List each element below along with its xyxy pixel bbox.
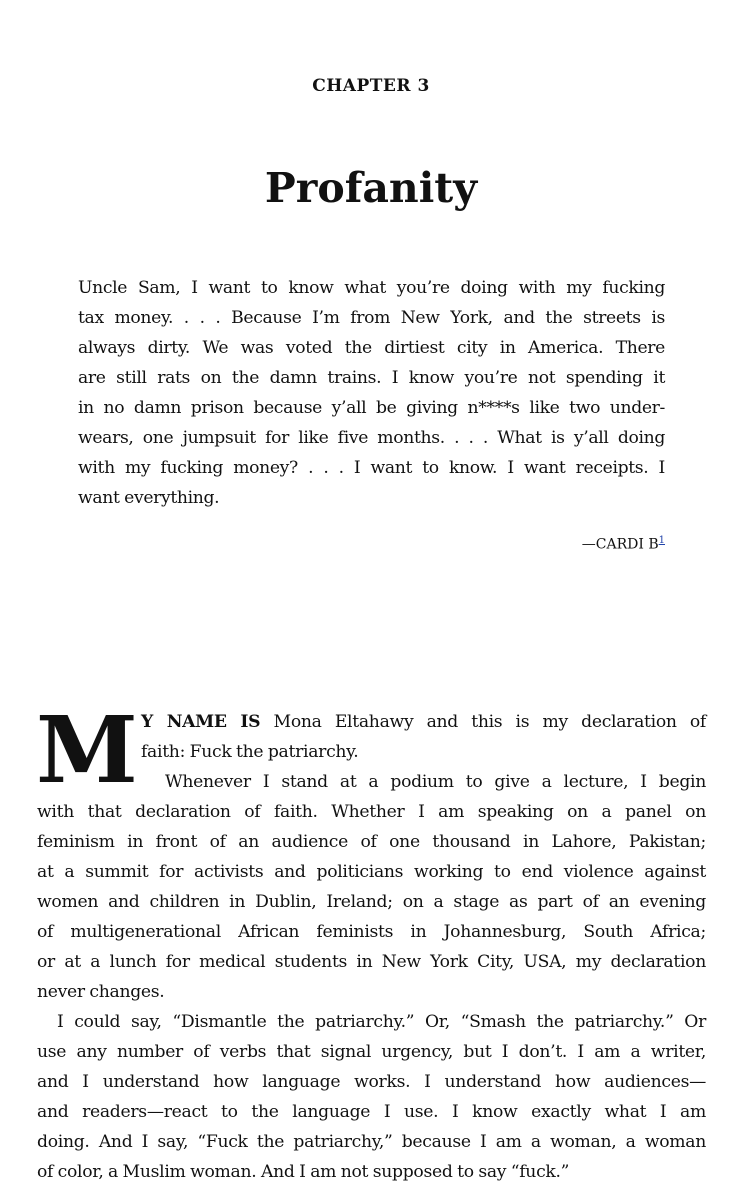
body-line: feminism in front of an audience of one thousand in Lahore, Pakistan; <box>37 832 706 852</box>
epigraph-line: wears, one jumpsuit for like five months. . . . What is y’all doing <box>78 428 665 448</box>
epigraph <box>78 273 665 513</box>
body-line: at a summit for activists and politicians working to end violence against <box>37 862 706 882</box>
body-line: of multigenerational African feminists in Johannesburg, South Africa; <box>37 922 706 942</box>
epigraph-line: in no damn prison because y’all be giving n****s like two under- <box>78 398 665 418</box>
body-line: and readers—react to the language I use. I know exactly what I am <box>37 1102 706 1122</box>
epigraph-line: want everything. <box>78 488 220 508</box>
body-line: faith: Fuck the patriarchy. <box>141 742 359 762</box>
body-text <box>36 696 706 1187</box>
body-line: never changes. <box>37 982 165 1002</box>
chapter-label: CHAPTER 3 <box>312 76 430 96</box>
body-line: with that declaration of faith. Whether I am speaking on a panel on <box>37 802 706 822</box>
body-line: and I understand how language works. I understand how audiences— <box>37 1072 706 1092</box>
epigraph-line: always dirty. We was voted the dirtiest city in America. There <box>78 338 665 358</box>
epigraph-line: Uncle Sam, I want to know what you’re doing with my fucking <box>78 278 665 298</box>
drop-cap: M <box>36 696 138 804</box>
body-line: I could say, “Dismantle the patriarchy.” Or, “Smash the patriarchy.” Or <box>57 1012 706 1032</box>
body-line: of color, a Muslim woman. And I am not supposed to say “fuck.” <box>37 1162 570 1182</box>
chapter-title: Profanity <box>264 164 478 212</box>
footnote-link[interactable]: 1 <box>658 535 665 546</box>
lead-in: Y NAME IS <box>141 712 261 732</box>
body-line: or at a lunch for medical students in New York City, USA, my declaration <box>37 952 706 972</box>
epigraph-line: tax money. . . . Because I’m from New York, and the streets is <box>78 308 665 328</box>
body-line: use any number of verbs that signal urgency, but I don’t. I am a writer, <box>37 1042 706 1062</box>
body-line: Whenever I stand at a podium to give a lecture, I begin <box>165 772 706 792</box>
body-line: women and children in Dublin, Ireland; on a stage as part of an evening <box>37 892 706 912</box>
epigraph-attribution <box>582 535 665 553</box>
lead-in-rest: Mona Eltahawy and this is my declaration of <box>260 712 706 732</box>
epigraph-line: with my fucking money? . . . I want to know. I want receipts. I <box>78 458 665 478</box>
attribution-text: —CARDI B <box>581 536 659 553</box>
body-line <box>37 707 706 737</box>
epigraph-line: are still rats on the damn trains. I know you’re not spending it <box>78 368 665 388</box>
body-line: doing. And I say, “Fuck the patriarchy,” because I am a woman, a woman <box>37 1132 706 1152</box>
